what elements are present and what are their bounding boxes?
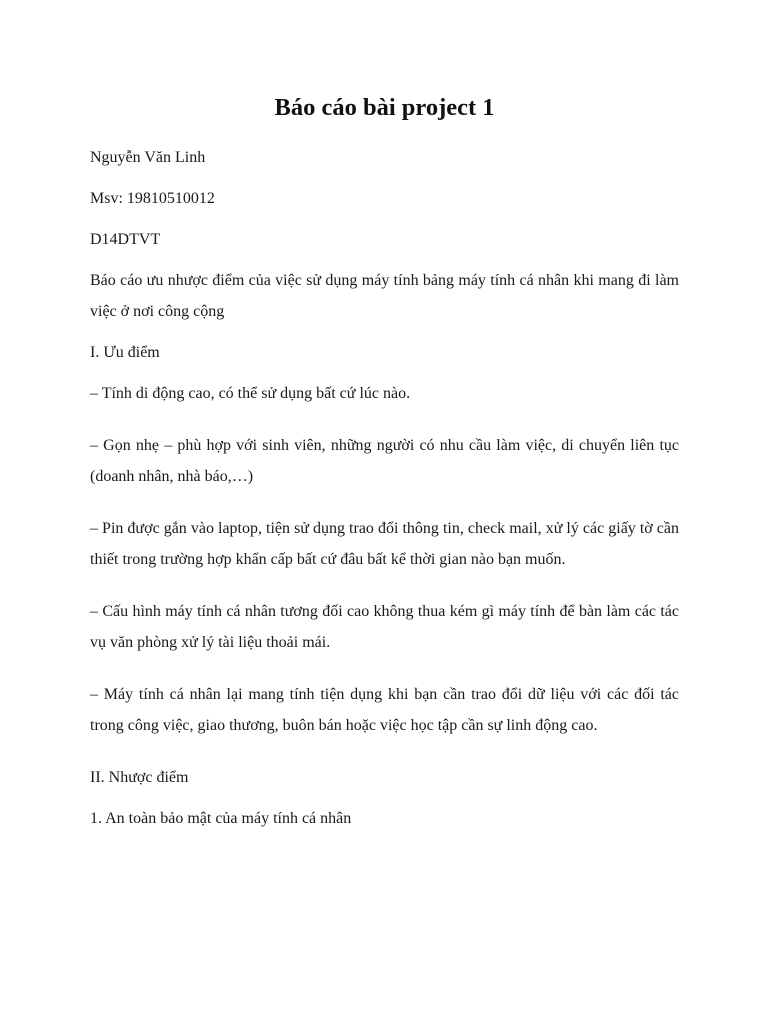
advantage-item: – Tính di động cao, có thể sử dụng bất cứ lúc nào. bbox=[90, 385, 411, 402]
class-code: D14DTVT bbox=[90, 231, 161, 248]
intro-paragraph: Báo cáo ưu nhược điểm của việc sử dụng máy tính bảng máy tính cá nhân khi mang đi làm việc ở nơi công cộng bbox=[90, 272, 679, 320]
subsection-heading: 1. An toàn bảo mật của máy tính cá nhân bbox=[90, 810, 352, 827]
advantage-item: – Cấu hình máy tính cá nhân tương đối cao không thua kém gì máy tính để bàn làm các tác vụ văn phòng xử lý tài liệu thoải mái. bbox=[90, 603, 679, 651]
student-id: Msv: 19810510012 bbox=[90, 190, 215, 207]
advantage-item: – Máy tính cá nhân lại mang tính tiện dụng khi bạn cần trao đổi dữ liệu với các đối tác trong công việc, giao thương, buôn bán hoặc việc học tập cần sự linh động cao. bbox=[90, 686, 679, 734]
advantage-item: – Gọn nhẹ – phù hợp với sinh viên, những người có nhu cầu làm việc, di chuyển liên tục (doanh nhân, nhà báo,…) bbox=[90, 437, 679, 485]
advantage-item: – Pin được gắn vào laptop, tiện sử dụng trao đổi thông tin, check mail, xử lý các giấy tờ cần thiết trong trường hợp khẩn cấp bất cứ đâu bất kể thời gian nào bạn muốn. bbox=[90, 520, 679, 568]
section-heading-advantages: I. Ưu điểm bbox=[90, 344, 160, 361]
document-title: Báo cáo bài project 1 bbox=[274, 94, 495, 121]
author-name: Nguyễn Văn Linh bbox=[90, 149, 206, 166]
section-heading-disadvantages: II. Nhược điểm bbox=[90, 769, 189, 786]
